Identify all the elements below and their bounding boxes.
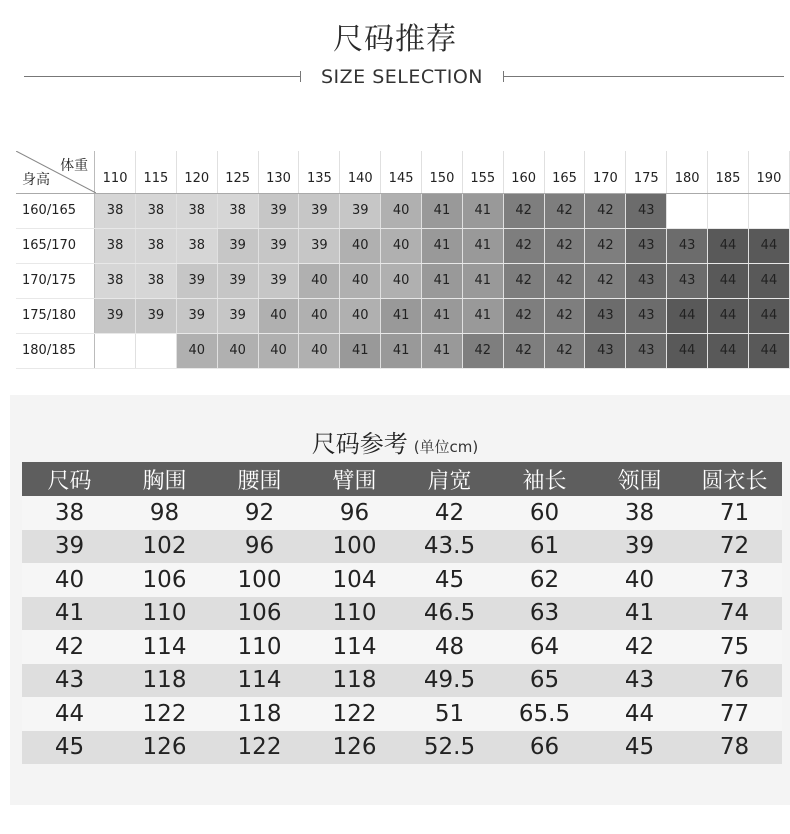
table-cell: 106 [117,563,212,597]
size-cell: 44 [708,228,749,263]
size-cell: 40 [217,333,258,368]
table-cell: 102 [117,530,212,564]
size-cell: 43 [626,193,667,228]
size-cell: 44 [708,298,749,333]
table-cell: 73 [687,563,782,597]
height-label: 175/180 [16,298,95,333]
size-cell: 42 [544,193,585,228]
size-cell: 42 [544,263,585,298]
table-cell: 39 [22,530,117,564]
size-cell: 40 [340,298,381,333]
size-cell: 42 [544,228,585,263]
table-cell: 106 [212,597,307,631]
table-cell: 100 [307,530,402,564]
size-cell: 43 [667,263,708,298]
table-cell: 126 [117,731,212,765]
size-cell: 38 [95,193,136,228]
divider-right [504,76,784,77]
table-row [22,496,782,530]
reference-header-cell: 胸围 [117,462,212,496]
table-cell: 118 [307,664,402,698]
table-cell: 44 [22,697,117,731]
table-cell: 72 [687,530,782,564]
size-cell: 39 [136,298,177,333]
table-cell: 43 [22,664,117,698]
table-cell: 65.5 [497,697,592,731]
weight-header-cell: 175 [626,151,667,193]
size-cell: 41 [340,333,381,368]
size-cell: 39 [217,298,258,333]
table-cell: 61 [497,530,592,564]
weight-header-cell: 120 [176,151,217,193]
table-cell: 42 [402,496,497,530]
reference-unit: (单位cm) [413,438,479,456]
size-cell: 41 [462,263,503,298]
reference-title: 尺码参考 [311,430,408,458]
size-cell: 44 [748,298,789,333]
size-cell: 38 [176,228,217,263]
size-cell: 40 [340,228,381,263]
weight-header-row [16,151,790,193]
size-cell: 39 [95,298,136,333]
weight-header-cell: 135 [299,151,340,193]
table-cell: 122 [307,697,402,731]
height-row [16,298,790,333]
table-cell: 78 [687,731,782,765]
size-cell: 41 [381,298,422,333]
table-cell: 114 [212,664,307,698]
size-cell: 42 [585,263,626,298]
table-row [22,731,782,765]
height-label: 165/170 [16,228,95,263]
table-cell: 77 [687,697,782,731]
height-row [16,193,790,228]
table-cell: 126 [307,731,402,765]
weight-header-cell: 125 [217,151,258,193]
table-cell: 42 [22,630,117,664]
size-cell: 39 [340,193,381,228]
size-cell: 44 [748,333,789,368]
size-cell: 41 [422,228,463,263]
size-cell: 41 [381,333,422,368]
table-cell: 62 [497,563,592,597]
table-cell: 40 [22,563,117,597]
table-cell: 38 [592,496,687,530]
table-cell: 100 [212,563,307,597]
table-cell: 118 [117,664,212,698]
reference-header-cell: 尺码 [22,462,117,496]
size-cell: 40 [340,263,381,298]
size-cell: 43 [585,333,626,368]
table-cell: 74 [687,597,782,631]
size-cell: 41 [462,228,503,263]
weight-header-cell: 165 [544,151,585,193]
size-cell: 42 [503,298,544,333]
table-cell: 122 [117,697,212,731]
table-cell: 66 [497,731,592,765]
reference-header-cell: 臂围 [307,462,402,496]
table-cell: 65 [497,664,592,698]
size-cell: 43 [585,298,626,333]
weight-header-cell: 115 [136,151,177,193]
size-cell: 40 [176,333,217,368]
table-row [22,664,782,698]
size-cell: 42 [503,263,544,298]
reference-header-cell: 领围 [592,462,687,496]
table-cell: 49.5 [402,664,497,698]
size-cell [95,333,136,368]
size-cell: 41 [462,298,503,333]
size-cell: 40 [381,193,422,228]
size-cell: 42 [585,228,626,263]
divider-left [24,76,300,77]
size-cell: 44 [667,298,708,333]
size-cell: 41 [422,298,463,333]
table-cell: 110 [212,630,307,664]
size-reference-table [22,462,782,764]
corner-height-label: 身高 [22,171,50,188]
size-cell: 39 [258,228,299,263]
weight-header-cell: 130 [258,151,299,193]
size-cell: 41 [422,193,463,228]
table-cell: 45 [592,731,687,765]
weight-header-cell: 155 [462,151,503,193]
weight-header-cell: 170 [585,151,626,193]
size-cell: 39 [176,298,217,333]
size-cell: 39 [176,263,217,298]
size-cell: 38 [95,263,136,298]
corner-cell [16,151,95,193]
size-cell: 39 [258,193,299,228]
size-cell: 39 [258,263,299,298]
table-cell: 104 [307,563,402,597]
weight-header-cell: 190 [748,151,789,193]
size-cell: 41 [422,333,463,368]
table-cell: 122 [212,731,307,765]
size-cell: 38 [136,263,177,298]
table-cell: 44 [592,697,687,731]
table-cell: 110 [307,597,402,631]
weight-header-cell: 180 [667,151,708,193]
reference-title-block [0,424,790,459]
size-cell [708,193,749,228]
size-cell: 40 [299,333,340,368]
size-cell: 42 [544,298,585,333]
table-cell: 60 [497,496,592,530]
table-cell: 96 [307,496,402,530]
table-cell: 110 [117,597,212,631]
size-cell: 40 [381,263,422,298]
size-cell: 43 [667,228,708,263]
size-cell: 43 [626,263,667,298]
table-cell: 41 [592,597,687,631]
size-recommendation-grid [16,151,790,369]
size-cell: 44 [667,333,708,368]
table-cell: 45 [22,731,117,765]
size-cell [667,193,708,228]
table-cell: 76 [687,664,782,698]
table-row [22,630,782,664]
size-cell: 43 [626,333,667,368]
table-cell: 38 [22,496,117,530]
table-cell: 40 [592,563,687,597]
height-row [16,333,790,368]
size-cell [748,193,789,228]
reference-header-cell: 袖长 [497,462,592,496]
weight-header-cell: 150 [422,151,463,193]
reference-header-row [22,462,782,496]
size-cell: 42 [462,333,503,368]
size-cell: 38 [217,193,258,228]
table-cell: 114 [117,630,212,664]
height-row [16,228,790,263]
size-cell: 42 [503,333,544,368]
size-cell: 44 [748,263,789,298]
table-cell: 52.5 [402,731,497,765]
table-cell: 41 [22,597,117,631]
size-cell: 40 [299,263,340,298]
reference-header-cell: 腰围 [212,462,307,496]
weight-header-cell: 140 [340,151,381,193]
table-row [22,563,782,597]
size-cell: 43 [626,228,667,263]
height-label: 170/175 [16,263,95,298]
size-cell: 38 [95,228,136,263]
table-cell: 75 [687,630,782,664]
size-cell: 38 [136,228,177,263]
page-title: 尺码推荐 [333,22,457,57]
page-subtitle: SIZE SELECTION [320,66,484,88]
size-cell: 40 [258,298,299,333]
table-cell: 63 [497,597,592,631]
height-label: 180/185 [16,333,95,368]
subtitle-row [0,64,790,90]
table-cell: 98 [117,496,212,530]
weight-header-cell: 145 [381,151,422,193]
table-cell: 71 [687,496,782,530]
table-row [22,597,782,631]
table-cell: 118 [212,697,307,731]
weight-header-cell: 110 [95,151,136,193]
size-cell: 41 [422,263,463,298]
table-cell: 64 [497,630,592,664]
weight-header-cell: 185 [708,151,749,193]
size-cell: 42 [503,193,544,228]
size-cell: 39 [217,263,258,298]
table-cell: 46.5 [402,597,497,631]
corner-weight-label: 体重 [60,158,89,174]
size-cell: 42 [503,228,544,263]
table-cell: 43 [592,664,687,698]
table-cell: 45 [402,563,497,597]
height-label: 160/165 [16,193,95,228]
table-cell: 43.5 [402,530,497,564]
reference-header-cell: 圆衣长 [687,462,782,496]
size-cell: 40 [299,298,340,333]
size-cell: 39 [217,228,258,263]
size-cell [136,333,177,368]
size-cell: 44 [748,228,789,263]
table-cell: 48 [402,630,497,664]
table-cell: 51 [402,697,497,731]
size-cell: 39 [299,228,340,263]
weight-header-cell: 160 [503,151,544,193]
table-cell: 92 [212,496,307,530]
size-cell: 42 [544,333,585,368]
size-cell: 43 [626,298,667,333]
size-cell: 40 [381,228,422,263]
size-cell: 40 [258,333,299,368]
table-cell: 39 [592,530,687,564]
size-cell: 44 [708,263,749,298]
height-row [16,263,790,298]
table-cell: 96 [212,530,307,564]
reference-header-cell: 肩宽 [402,462,497,496]
size-cell: 38 [136,193,177,228]
size-cell: 41 [462,193,503,228]
table-cell: 42 [592,630,687,664]
size-cell: 44 [708,333,749,368]
table-row [22,697,782,731]
size-cell: 42 [585,193,626,228]
table-cell: 114 [307,630,402,664]
table-row [22,530,782,564]
size-cell: 38 [176,193,217,228]
size-cell: 39 [299,193,340,228]
